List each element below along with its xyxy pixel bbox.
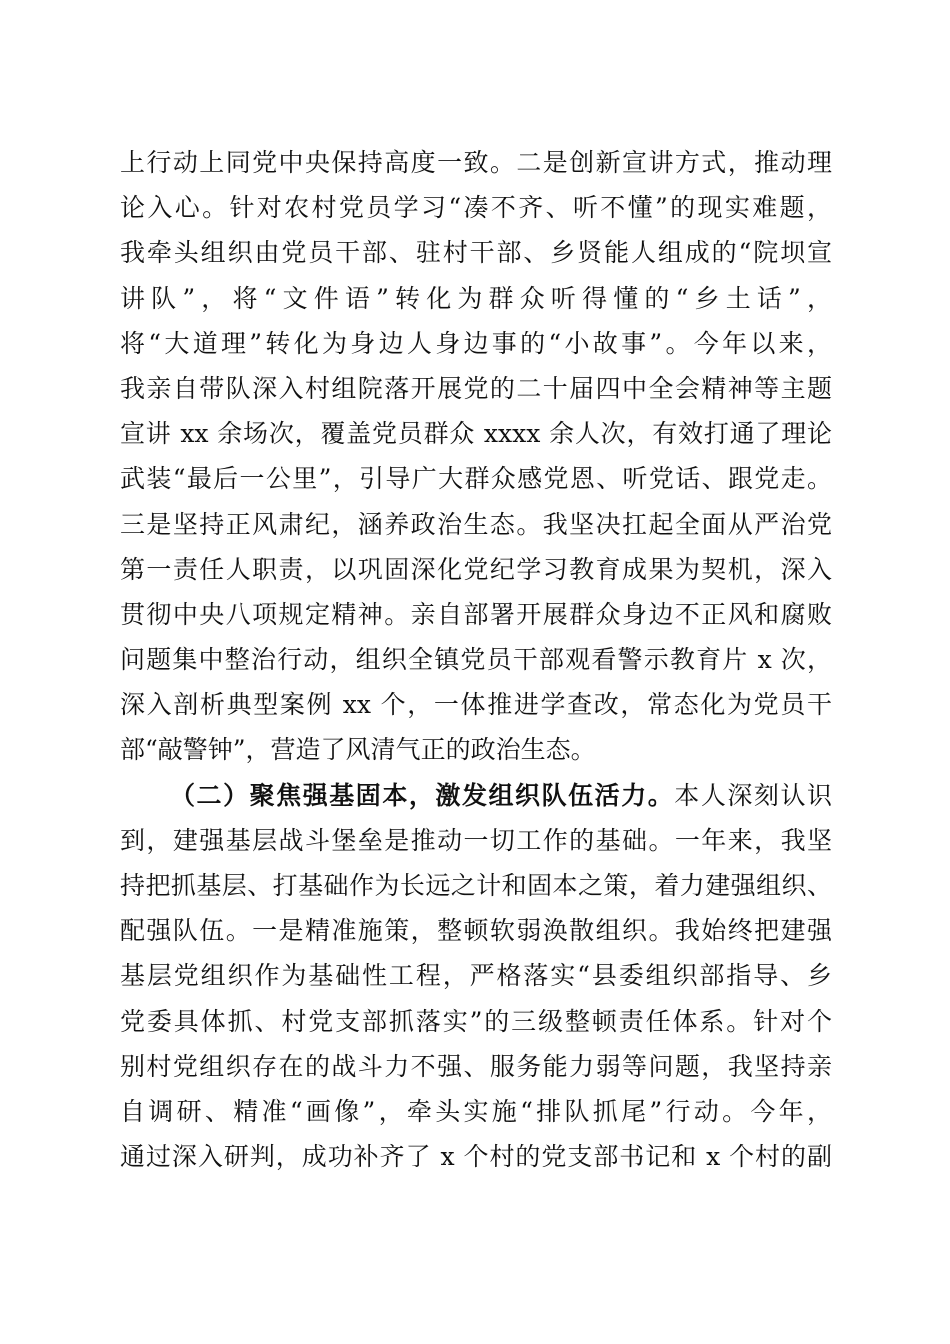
- paragraph-line: 论入心。针对农村党员学习“凑不齐、听不懂”的现实难题，: [120, 193, 832, 223]
- paragraph-line: 我亲自带队深入村组院落开展党的二十届四中全会精神等主题: [120, 373, 832, 403]
- paragraph-line: 持把抓基层、打基础作为长远之计和固本之策，着力建强组织、: [120, 871, 832, 900]
- paragraph-line: 通过深入研判，成功补齐了 x 个村的党支部书记和 x 个村的副: [120, 1142, 832, 1172]
- paragraph-line: 部“敲警钟”，营造了风清气正的政治生态。: [120, 735, 596, 765]
- section-heading: （二）聚焦强基固本，激发组织队伍活力。: [170, 780, 675, 810]
- paragraph-line: 三是坚持正风肃纪，涵养政治生态。我坚决扛起全面从严治党: [120, 509, 832, 539]
- document-body: [120, 140, 832, 1179]
- paragraph-line: 宣讲 xx 余场次，覆盖党员群众 xxxx 余人次，有效打通了理论: [120, 419, 832, 449]
- paragraph-line: 问题集中整治行动，组织全镇党员干部观看警示教育片 x 次，: [120, 645, 832, 675]
- section-first-line-text: 本人深刻认识: [674, 780, 832, 810]
- paragraph-line: 深入剖析典型案例 xx 个，一体推进学查改，常态化为党员干: [120, 690, 832, 720]
- paragraph-line: 到，建强基层战斗堡垒是推动一切工作的基础。一年来，我坚: [120, 825, 832, 855]
- paragraph-line: 将“大道理”转化为身边人身边事的“小故事”。今年以来，: [120, 328, 832, 358]
- section-first-line: [120, 773, 832, 818]
- paragraph-line: 讲队”，将“文件语”转化为群众听得懂的“乡土话”，: [120, 283, 832, 313]
- paragraph-line: 第一责任人职责，以巩固深化党纪学习教育成果为契机，深入: [120, 554, 832, 584]
- paragraph-line: 武装“最后一公里”，引导广大群众感党恩、听党话、跟党走。: [120, 464, 832, 494]
- paragraph-line: 贯彻中央八项规定精神。亲自部署开展群众身边不正风和腐败: [120, 599, 832, 629]
- paragraph-line: 自调研、精准“画像”，牵头实施“排队抓尾”行动。今年，: [120, 1096, 832, 1126]
- paragraph-line: 上行动上同党中央保持高度一致。二是创新宣讲方式，推动理: [120, 148, 832, 177]
- paragraph-line: 配强队伍。一是精准施策，整顿软弱涣散组织。我始终把建强: [120, 916, 832, 946]
- paragraph-line: 基层党组织作为基础性工程，严格落实“县委组织部指导、乡: [120, 961, 832, 991]
- paragraph-line: 我牵头组织由党员干部、驻村干部、乡贤能人组成的“院坝宣: [120, 238, 832, 268]
- paragraph-line: 党委具体抓、村党支部抓落实”的三级整顿责任体系。针对个: [120, 1006, 832, 1036]
- paragraph-line: 别村党组织存在的战斗力不强、服务能力弱等问题，我坚持亲: [120, 1051, 832, 1081]
